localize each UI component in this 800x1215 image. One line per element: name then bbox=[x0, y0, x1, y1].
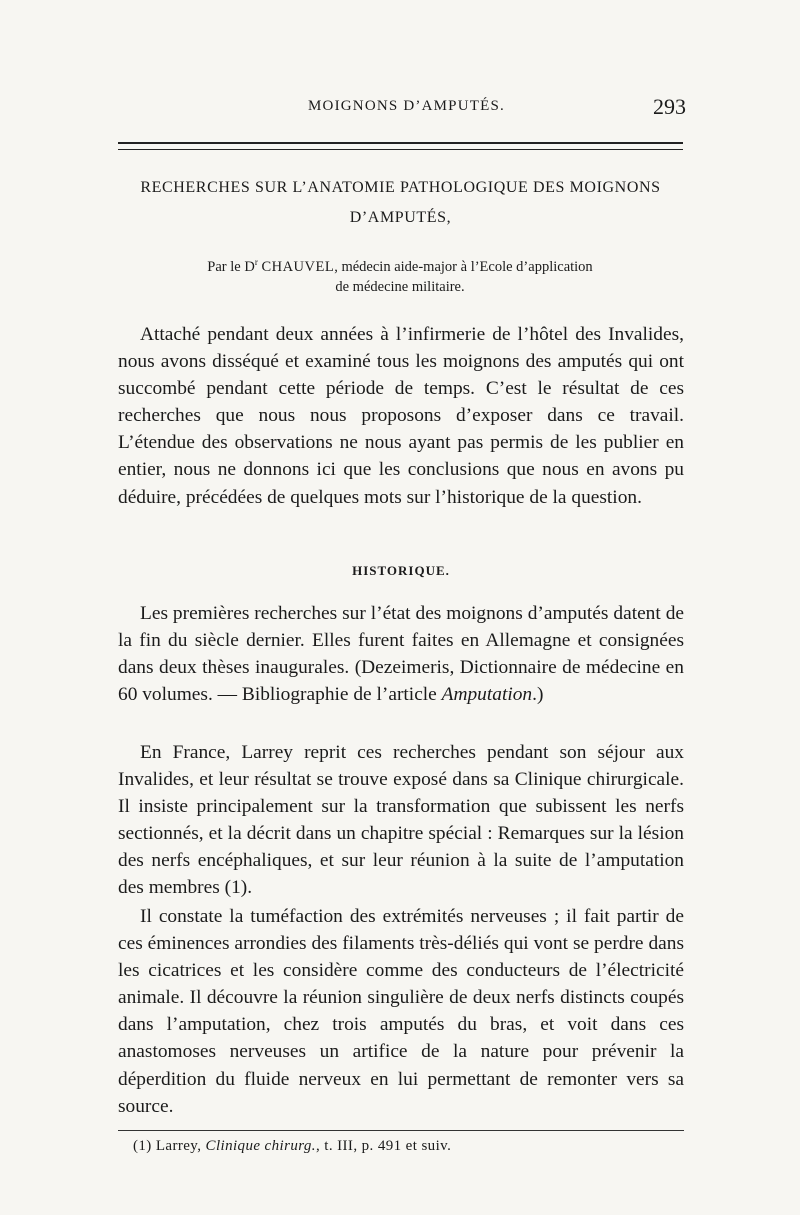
paragraph-historique-2 bbox=[118, 739, 684, 902]
byline-rest: , médecin aide-major à l’Ecole d’application bbox=[334, 258, 593, 275]
paragraph-italic: Amputation bbox=[441, 684, 533, 706]
byline-prefix: Par le D bbox=[207, 258, 255, 275]
paragraph-text: En France, Larrey reprit ces recherches pendant son séjour aux Invalides, et leur résultat se trouve exposé dans sa Clinique chirurgicale. Il insiste principalement sur la transformation que subissent les nerfs sectionnés, et la décrit dans un chapitre spécial : Remarques sur la lésion des nerfs encéphaliques, et sur leur réunion à la suite de l’amputation des membres (1). bbox=[118, 742, 684, 899]
article-title-line-2: D’AMPUTÉS, bbox=[349, 209, 452, 226]
paragraph-text: Il constate la tuméfaction des extrémités nerveuses ; il fait partir de ces éminences arrondies des filaments très-déliés qui vont se perdre dans les cicatrices et les considère comme des conducteurs de l’électricité animale. Il découvre la réunion singulière de deux nerfs distincts coupés dans l’amputation, chez trois amputés du bras, et voit dans ces anastomoses nerveuses un artifice de la nature pour prévenir la déperdition du fluide nerveux en lui permettant de remonter vers sa source. bbox=[118, 906, 684, 1117]
section-heading: HISTORIQUE. bbox=[352, 563, 450, 578]
footnote-rest: , t. III, p. 491 et suiv. bbox=[315, 1138, 452, 1154]
paragraph-text: Attaché pendant deux années à l’infirmerie de l’hôtel des Invalides, nous avons disséqué et examiné tous les moignons des amputés qui ont succombé pendant cette période de temps. C’est le résultat de ces recherches que nous nous proposons d’exposer dans ce travail. L’étendue des observations ne nous ayant pas permis de les publier en entier, nous ne donnons ici que les conclusions que nous en avons pu déduire, précédées de quelques mots sur l’historique de la question. bbox=[118, 324, 684, 508]
byline-line-1 bbox=[140, 252, 660, 277]
paragraph-text bbox=[118, 600, 684, 708]
article-title-line-1: RECHERCHES SUR L’ANATOMIE PATHOLOGIQUE DES MOIGNONS bbox=[140, 179, 661, 196]
paragraph-historique-3 bbox=[118, 903, 684, 1120]
header-double-rule bbox=[118, 142, 683, 150]
page-number: 293 bbox=[653, 94, 686, 119]
paragraph-text-end: .) bbox=[532, 684, 544, 706]
running-title: MOIGNONS D’AMPUTÉS. bbox=[308, 98, 505, 114]
paragraph-historique-1 bbox=[118, 600, 684, 708]
paragraph-intro bbox=[118, 321, 684, 511]
paragraph-text-main: Les premières recherches sur l’état des moignons d’amputés datent de la fin du siècle dernier. Elles furent faites en Allemagne et consignées dans deux thèses inaugurales. (Dezeimeris, Dictionnaire de médecine en 60 volumes. — Bibliographie de l’article bbox=[118, 603, 684, 706]
byline-line-2: de médecine militaire. bbox=[335, 278, 465, 295]
footnote-marker: (1) Larrey, bbox=[133, 1138, 206, 1154]
running-head bbox=[118, 94, 686, 124]
byline bbox=[140, 252, 660, 297]
article-title bbox=[118, 173, 683, 233]
footnote-italic: Clinique chirurg. bbox=[205, 1138, 316, 1154]
byline-sup: r bbox=[254, 257, 258, 267]
byline-author: CHAUVEL bbox=[261, 258, 335, 275]
footnote-rule bbox=[118, 1130, 684, 1131]
footnote bbox=[133, 1138, 451, 1155]
